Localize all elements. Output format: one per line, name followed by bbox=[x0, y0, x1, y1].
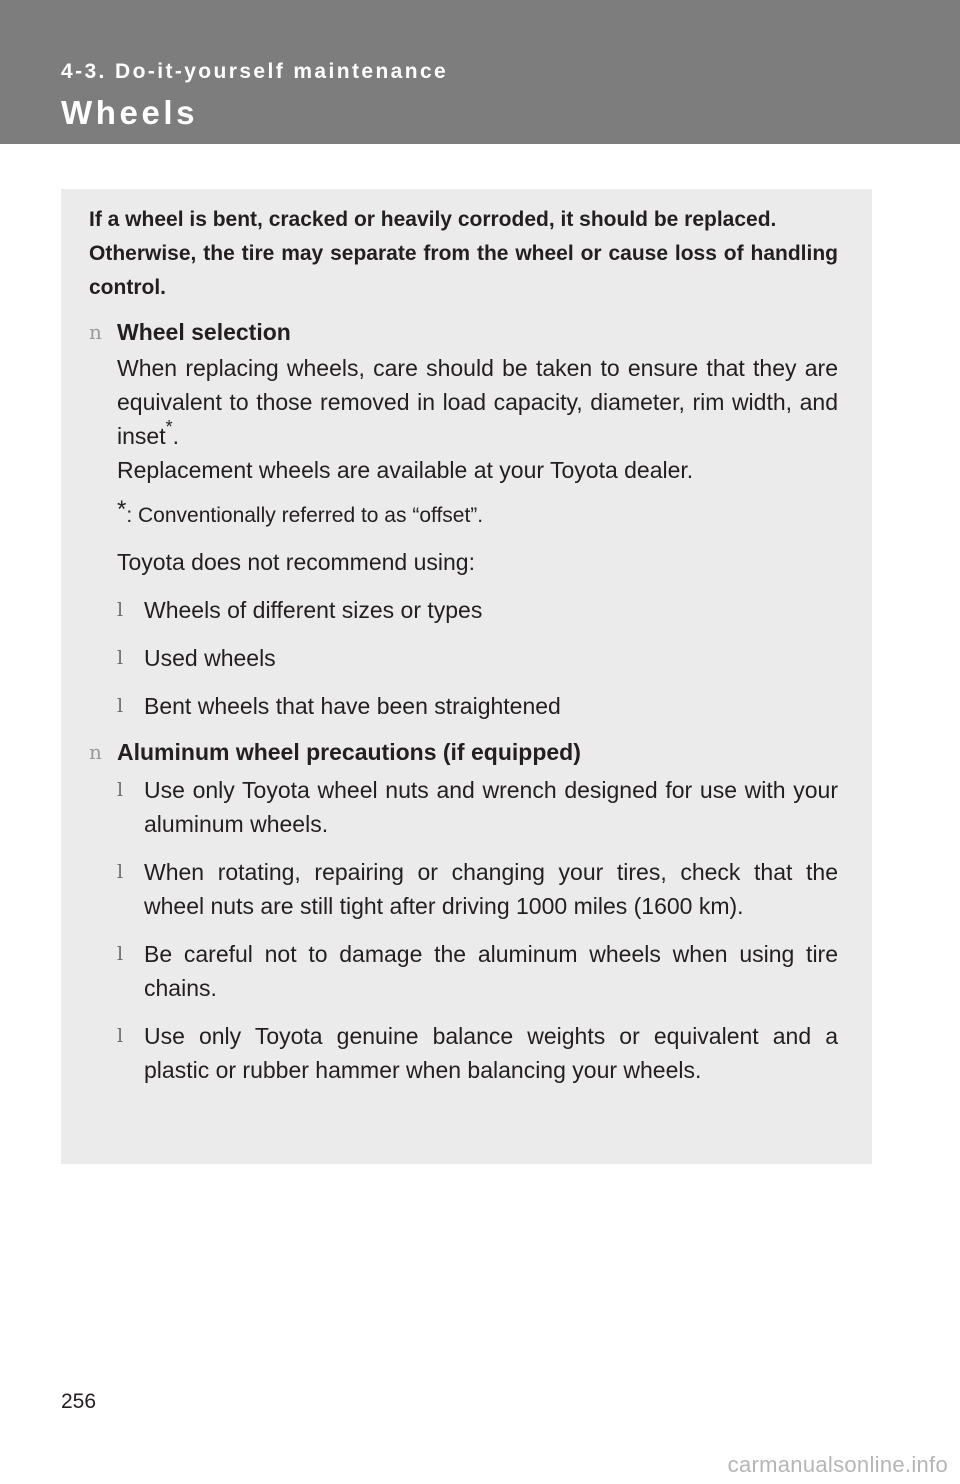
intro-line-2: Otherwise, the tire may separate from the wheel or cause loss of handling control. bbox=[89, 242, 838, 299]
bullet-icon: l bbox=[117, 647, 124, 669]
aluminum-heading-text: Aluminum wheel precautions (if equipped) bbox=[117, 739, 581, 765]
bullet-icon: l bbox=[117, 599, 124, 621]
list-item: l Use only Toyota wheel nuts and wrench designed for use with your aluminum wheels. bbox=[117, 773, 838, 841]
aluminum-heading bbox=[89, 737, 838, 767]
recommend-intro: Toyota does not recommend using: bbox=[117, 549, 475, 575]
square-marker-icon: n bbox=[89, 320, 102, 344]
footnote-text: : Conventionally referred to as “offset”. bbox=[126, 504, 484, 527]
bullet-icon: l bbox=[117, 779, 124, 801]
bullet-icon: l bbox=[117, 1025, 124, 1047]
bullet-icon: l bbox=[117, 943, 124, 965]
wheel-selection-paragraph bbox=[89, 351, 838, 487]
wheel-selection-heading-text: Wheel selection bbox=[117, 319, 291, 345]
asterisk-superscript: * bbox=[165, 417, 173, 438]
section-label: 4-3. Do-it-yourself maintenance bbox=[61, 60, 449, 83]
not-recommended-list bbox=[89, 593, 838, 723]
offset-footnote bbox=[89, 496, 838, 531]
list-item: l Used wheels bbox=[117, 641, 838, 675]
intro-line-1: If a wheel is bent, cracked or heavily corroded, it should be replaced. bbox=[89, 208, 777, 231]
bullet-icon: l bbox=[117, 695, 124, 717]
wheel-selection-paragraph-text: When replacing wheels, care should be taken to ensure that they are equivalent to those removed in load capacity, diameter, rim width, and inset bbox=[117, 355, 838, 449]
paragraph-period: . bbox=[172, 423, 179, 449]
list-item: l Bent wheels that have been straightened bbox=[117, 689, 838, 723]
intro-warning bbox=[89, 203, 838, 305]
wheel-selection-heading bbox=[89, 317, 838, 347]
page-number: 256 bbox=[61, 1390, 97, 1413]
list-item: l Wheels of different sizes or types bbox=[117, 593, 838, 627]
header-band bbox=[0, 0, 960, 144]
footnote-asterisk: * bbox=[117, 496, 127, 523]
list-item: l Use only Toyota genuine balance weights or equivalent and a plastic or rubber hammer when balancing your wheels. bbox=[117, 1019, 838, 1087]
content-box bbox=[61, 189, 872, 1164]
bullet-icon: l bbox=[117, 861, 124, 883]
watermark: carmanualsonline.info bbox=[727, 1452, 948, 1477]
aluminum-precautions-list bbox=[89, 773, 838, 1087]
page-title: Wheels bbox=[61, 94, 199, 131]
list-item: l Be careful not to damage the aluminum wheels when using tire chains. bbox=[117, 937, 838, 1005]
list-item: l When rotating, repairing or changing your tires, check that the wheel nuts are still tight after driving 1000 miles (1600 km). bbox=[117, 855, 838, 923]
dealer-note: Replacement wheels are available at your Toyota dealer. bbox=[117, 457, 694, 483]
square-marker-icon: n bbox=[89, 740, 102, 764]
